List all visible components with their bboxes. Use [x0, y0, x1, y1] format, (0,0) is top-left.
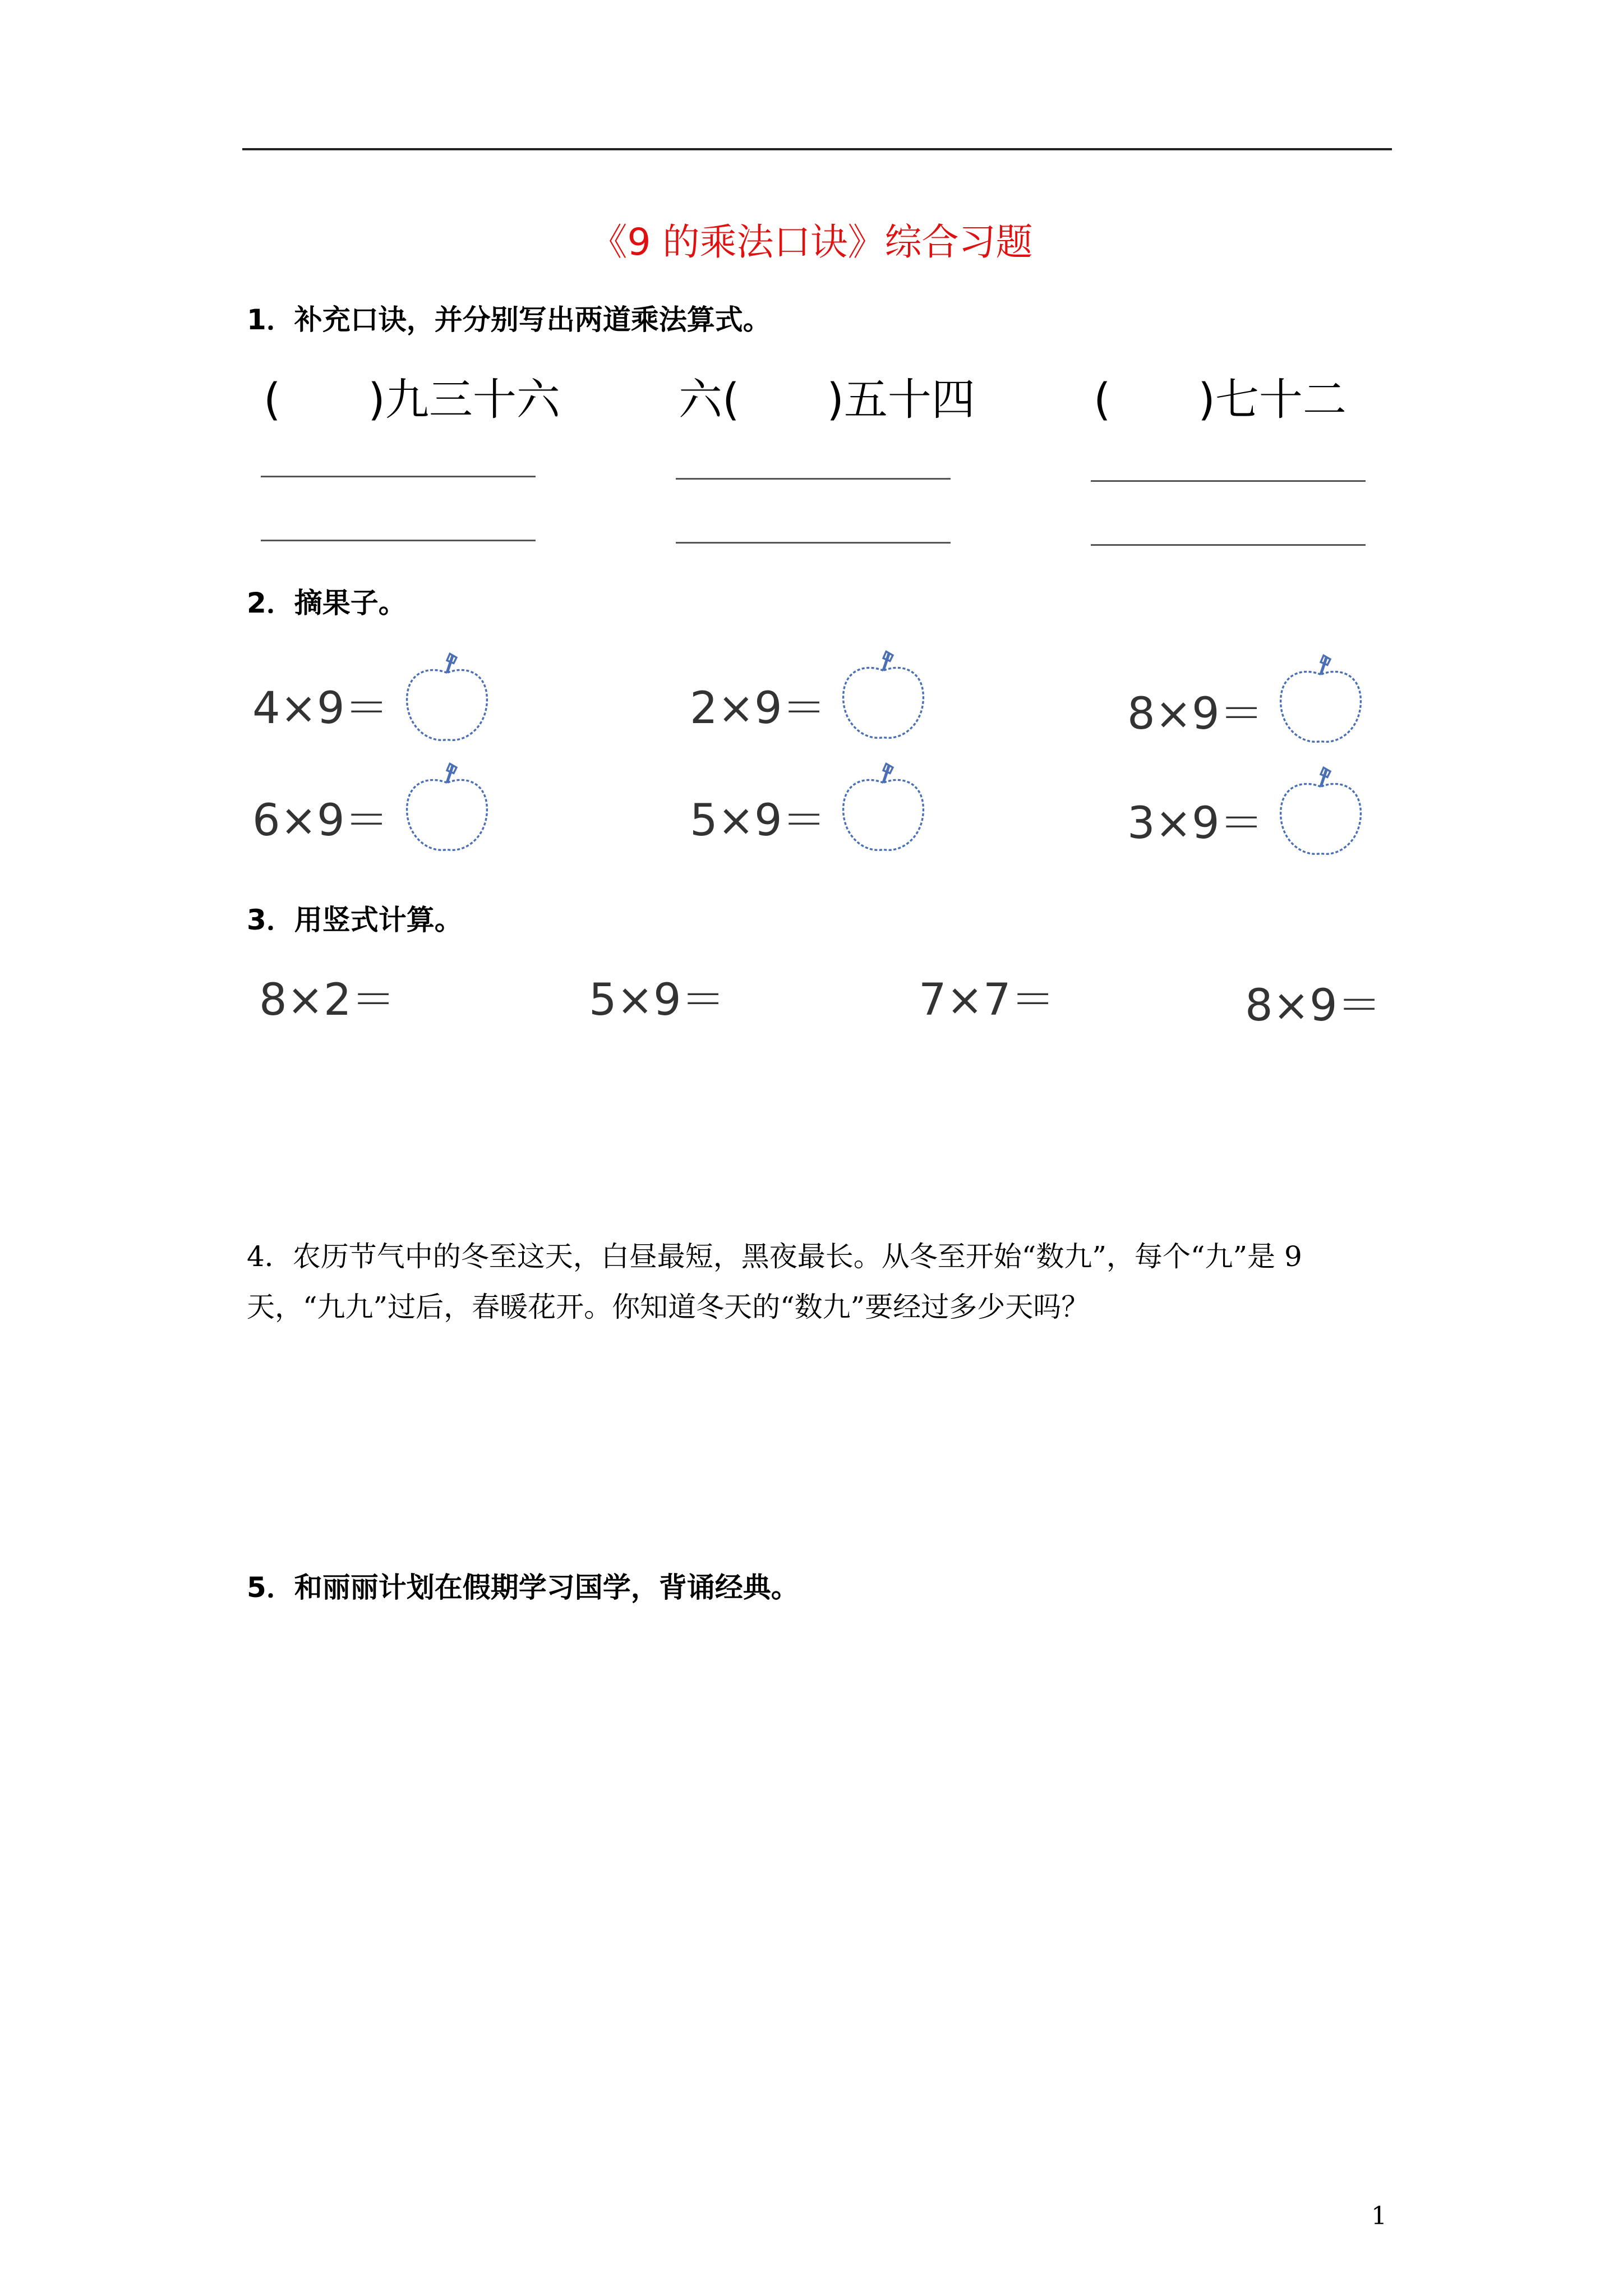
fruit-equation: 3×9＝: [1127, 798, 1264, 849]
answer-line-1a[interactable]: [261, 476, 536, 477]
vertical-calc: 5×9＝: [589, 975, 725, 1025]
verse-1: ( )九三十六: [264, 375, 560, 425]
apple-icon[interactable]: [399, 762, 495, 857]
apple-icon[interactable]: [399, 652, 495, 747]
fruit-equation: 8×9＝: [1127, 689, 1264, 739]
apple-icon[interactable]: [1273, 654, 1368, 749]
answer-line-2b[interactable]: [676, 542, 951, 544]
fruit-equation: 6×9＝: [252, 795, 389, 846]
vertical-calc: 8×9＝: [1245, 981, 1381, 1031]
page-number: 1: [1371, 2202, 1387, 2230]
apple-icon[interactable]: [836, 762, 931, 857]
vertical-calc: 8×2＝: [259, 975, 395, 1025]
question-4: 4．农历节气中的冬至这天，白昼最短，黑夜最长。从冬至开始“数九”，每个“九”是 9 天，“九九”过后，春暖花开。你知道冬天的“数九”要经过多少天吗？: [247, 1240, 1302, 1323]
header-rule: [242, 148, 1392, 150]
question-3: 3．用竖式计算。: [247, 904, 463, 936]
verse-3: ( )七十二: [1094, 375, 1347, 425]
answer-line-3a[interactable]: [1091, 480, 1366, 482]
answer-line-2a[interactable]: [676, 478, 951, 480]
apple-icon[interactable]: [836, 650, 931, 745]
answer-line-3b[interactable]: [1091, 544, 1366, 546]
fruit-equation: 4×9＝: [252, 683, 389, 734]
question-1: 1．补充口诀，并分别写出两道乘法算式。: [247, 303, 771, 336]
fruit-equation: 2×9＝: [690, 683, 826, 734]
verse-2: 六( )五十四: [679, 375, 975, 425]
answer-line-1b[interactable]: [261, 540, 536, 541]
apple-icon[interactable]: [1273, 766, 1368, 861]
question-2: 2．摘果子。: [247, 587, 407, 619]
vertical-calc: 7×7＝: [919, 975, 1055, 1025]
page-title: 《9 的乘法口诀》综合习题: [590, 220, 1033, 264]
fruit-equation: 5×9＝: [690, 795, 826, 846]
question-5: 5．和丽丽计划在假期学习国学，背诵经典。: [247, 1571, 799, 1604]
